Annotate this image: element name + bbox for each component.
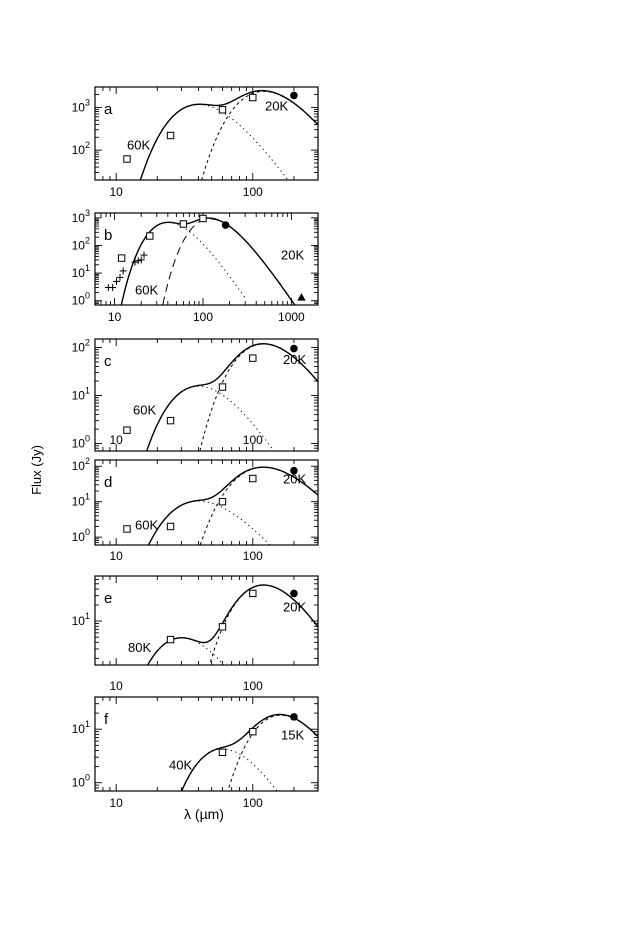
square-marker xyxy=(219,749,225,755)
component-60K-curve xyxy=(139,386,290,476)
square-marker xyxy=(124,526,130,532)
panel-e xyxy=(72,576,318,693)
y-tick-label: $10^1$ xyxy=(71,263,90,281)
temperature-label: 60K xyxy=(135,517,159,533)
filled-triangle-marker xyxy=(297,293,305,301)
y-ticks xyxy=(95,697,318,791)
panel-letter: b xyxy=(104,227,113,244)
square-marker xyxy=(250,590,256,596)
total-fit-curve xyxy=(135,91,319,200)
square-marker xyxy=(250,355,256,361)
square-marker xyxy=(219,384,225,390)
plus-marker xyxy=(120,267,127,274)
y-tick-label: $10^1$ xyxy=(71,719,90,737)
square-marker xyxy=(250,475,256,481)
y-tick-label: $10^0$ xyxy=(71,290,90,308)
panel-letter: c xyxy=(104,353,112,370)
y-tick-label: $10^3$ xyxy=(71,97,90,115)
component-60K-curve xyxy=(119,222,245,316)
x-tick-label: 100 xyxy=(242,679,263,693)
x-tick-label: 10 xyxy=(109,185,123,199)
y-axis-label: Flux (Jy) xyxy=(29,445,44,495)
fit-curves xyxy=(135,91,319,202)
square-marker xyxy=(147,233,153,239)
temperature-label: 40K xyxy=(169,757,193,773)
y-tick-label: $10^2$ xyxy=(71,456,90,474)
temperature-label: 80K xyxy=(128,640,152,656)
square-marker xyxy=(167,636,173,642)
panel-letter: d xyxy=(104,474,113,491)
panel-letter: f xyxy=(104,711,109,728)
x-tick-label: 100 xyxy=(242,433,263,447)
x-tick-label: 10 xyxy=(109,679,123,693)
square-marker xyxy=(180,221,186,227)
x-tick-label: 10 xyxy=(109,549,123,563)
panel-letter: e xyxy=(104,590,113,607)
y-tick-label: $10^2$ xyxy=(71,337,90,355)
square-marker xyxy=(219,498,225,504)
panel-c xyxy=(72,337,318,476)
square-marker xyxy=(124,427,130,433)
square-marker xyxy=(124,156,130,162)
temperature-label: 60K xyxy=(135,282,159,298)
temperature-label: 20K xyxy=(283,599,307,615)
x-tick-label: 100 xyxy=(242,796,263,810)
plus-marker xyxy=(109,284,116,291)
filled-circle-marker xyxy=(290,92,298,100)
panel-d xyxy=(72,456,318,563)
x-tick-label: 100 xyxy=(242,549,263,563)
y-tick-label: $10^0$ xyxy=(71,433,90,451)
x-tick-label: 10 xyxy=(109,796,123,810)
square-marker xyxy=(219,624,225,630)
square-marker xyxy=(118,255,124,261)
y-tick-label: $10^2$ xyxy=(71,140,90,158)
y-tick-label: $10^0$ xyxy=(71,772,90,790)
y-tick-label: $10^2$ xyxy=(71,235,90,253)
panel-f xyxy=(72,697,318,818)
square-marker xyxy=(200,215,206,221)
square-marker xyxy=(250,94,256,100)
temperature-label: 15K xyxy=(281,727,305,743)
y-tick-label: $10^1$ xyxy=(71,385,90,403)
filled-circle-marker xyxy=(290,590,298,598)
temperature-label: 20K xyxy=(283,471,307,487)
temperature-label: 20K xyxy=(283,352,307,368)
plus-marker xyxy=(135,257,142,264)
x-tick-label: 10 xyxy=(109,433,123,447)
x-tick-label: 100 xyxy=(192,310,214,324)
x-tick-label: 10 xyxy=(107,310,122,324)
data-points xyxy=(167,590,297,643)
x-tick-label: 100 xyxy=(242,185,263,199)
square-marker xyxy=(250,728,256,734)
filled-circle-marker xyxy=(290,713,298,721)
plus-marker xyxy=(116,274,123,281)
square-marker xyxy=(167,132,173,138)
y-tick-label: $10^1$ xyxy=(71,611,90,629)
plus-marker xyxy=(113,278,120,285)
panel-a xyxy=(72,87,318,202)
temperature-label: 20K xyxy=(281,247,305,263)
y-tick-label: $10^1$ xyxy=(71,491,90,509)
panel-b xyxy=(72,208,318,324)
temperature-label: 20K xyxy=(265,98,289,114)
square-marker xyxy=(167,523,173,529)
component-20K-curve xyxy=(198,91,318,191)
x-axis-label: λ (µm) xyxy=(184,806,224,822)
square-marker xyxy=(167,417,173,423)
y-tick-label: $10^0$ xyxy=(71,527,90,545)
y-tick-label: $10^3$ xyxy=(71,207,90,225)
temperature-label: 60K xyxy=(133,402,157,418)
data-points xyxy=(124,345,298,434)
square-marker xyxy=(219,107,225,113)
component-60K-curve xyxy=(135,104,305,202)
temperature-label: 60K xyxy=(127,137,151,153)
filled-circle-marker xyxy=(222,221,230,229)
panel-letter: a xyxy=(104,101,113,118)
plot-frame xyxy=(95,697,318,791)
x-tick-label: 1000 xyxy=(278,310,305,324)
x-ticks xyxy=(95,697,318,791)
